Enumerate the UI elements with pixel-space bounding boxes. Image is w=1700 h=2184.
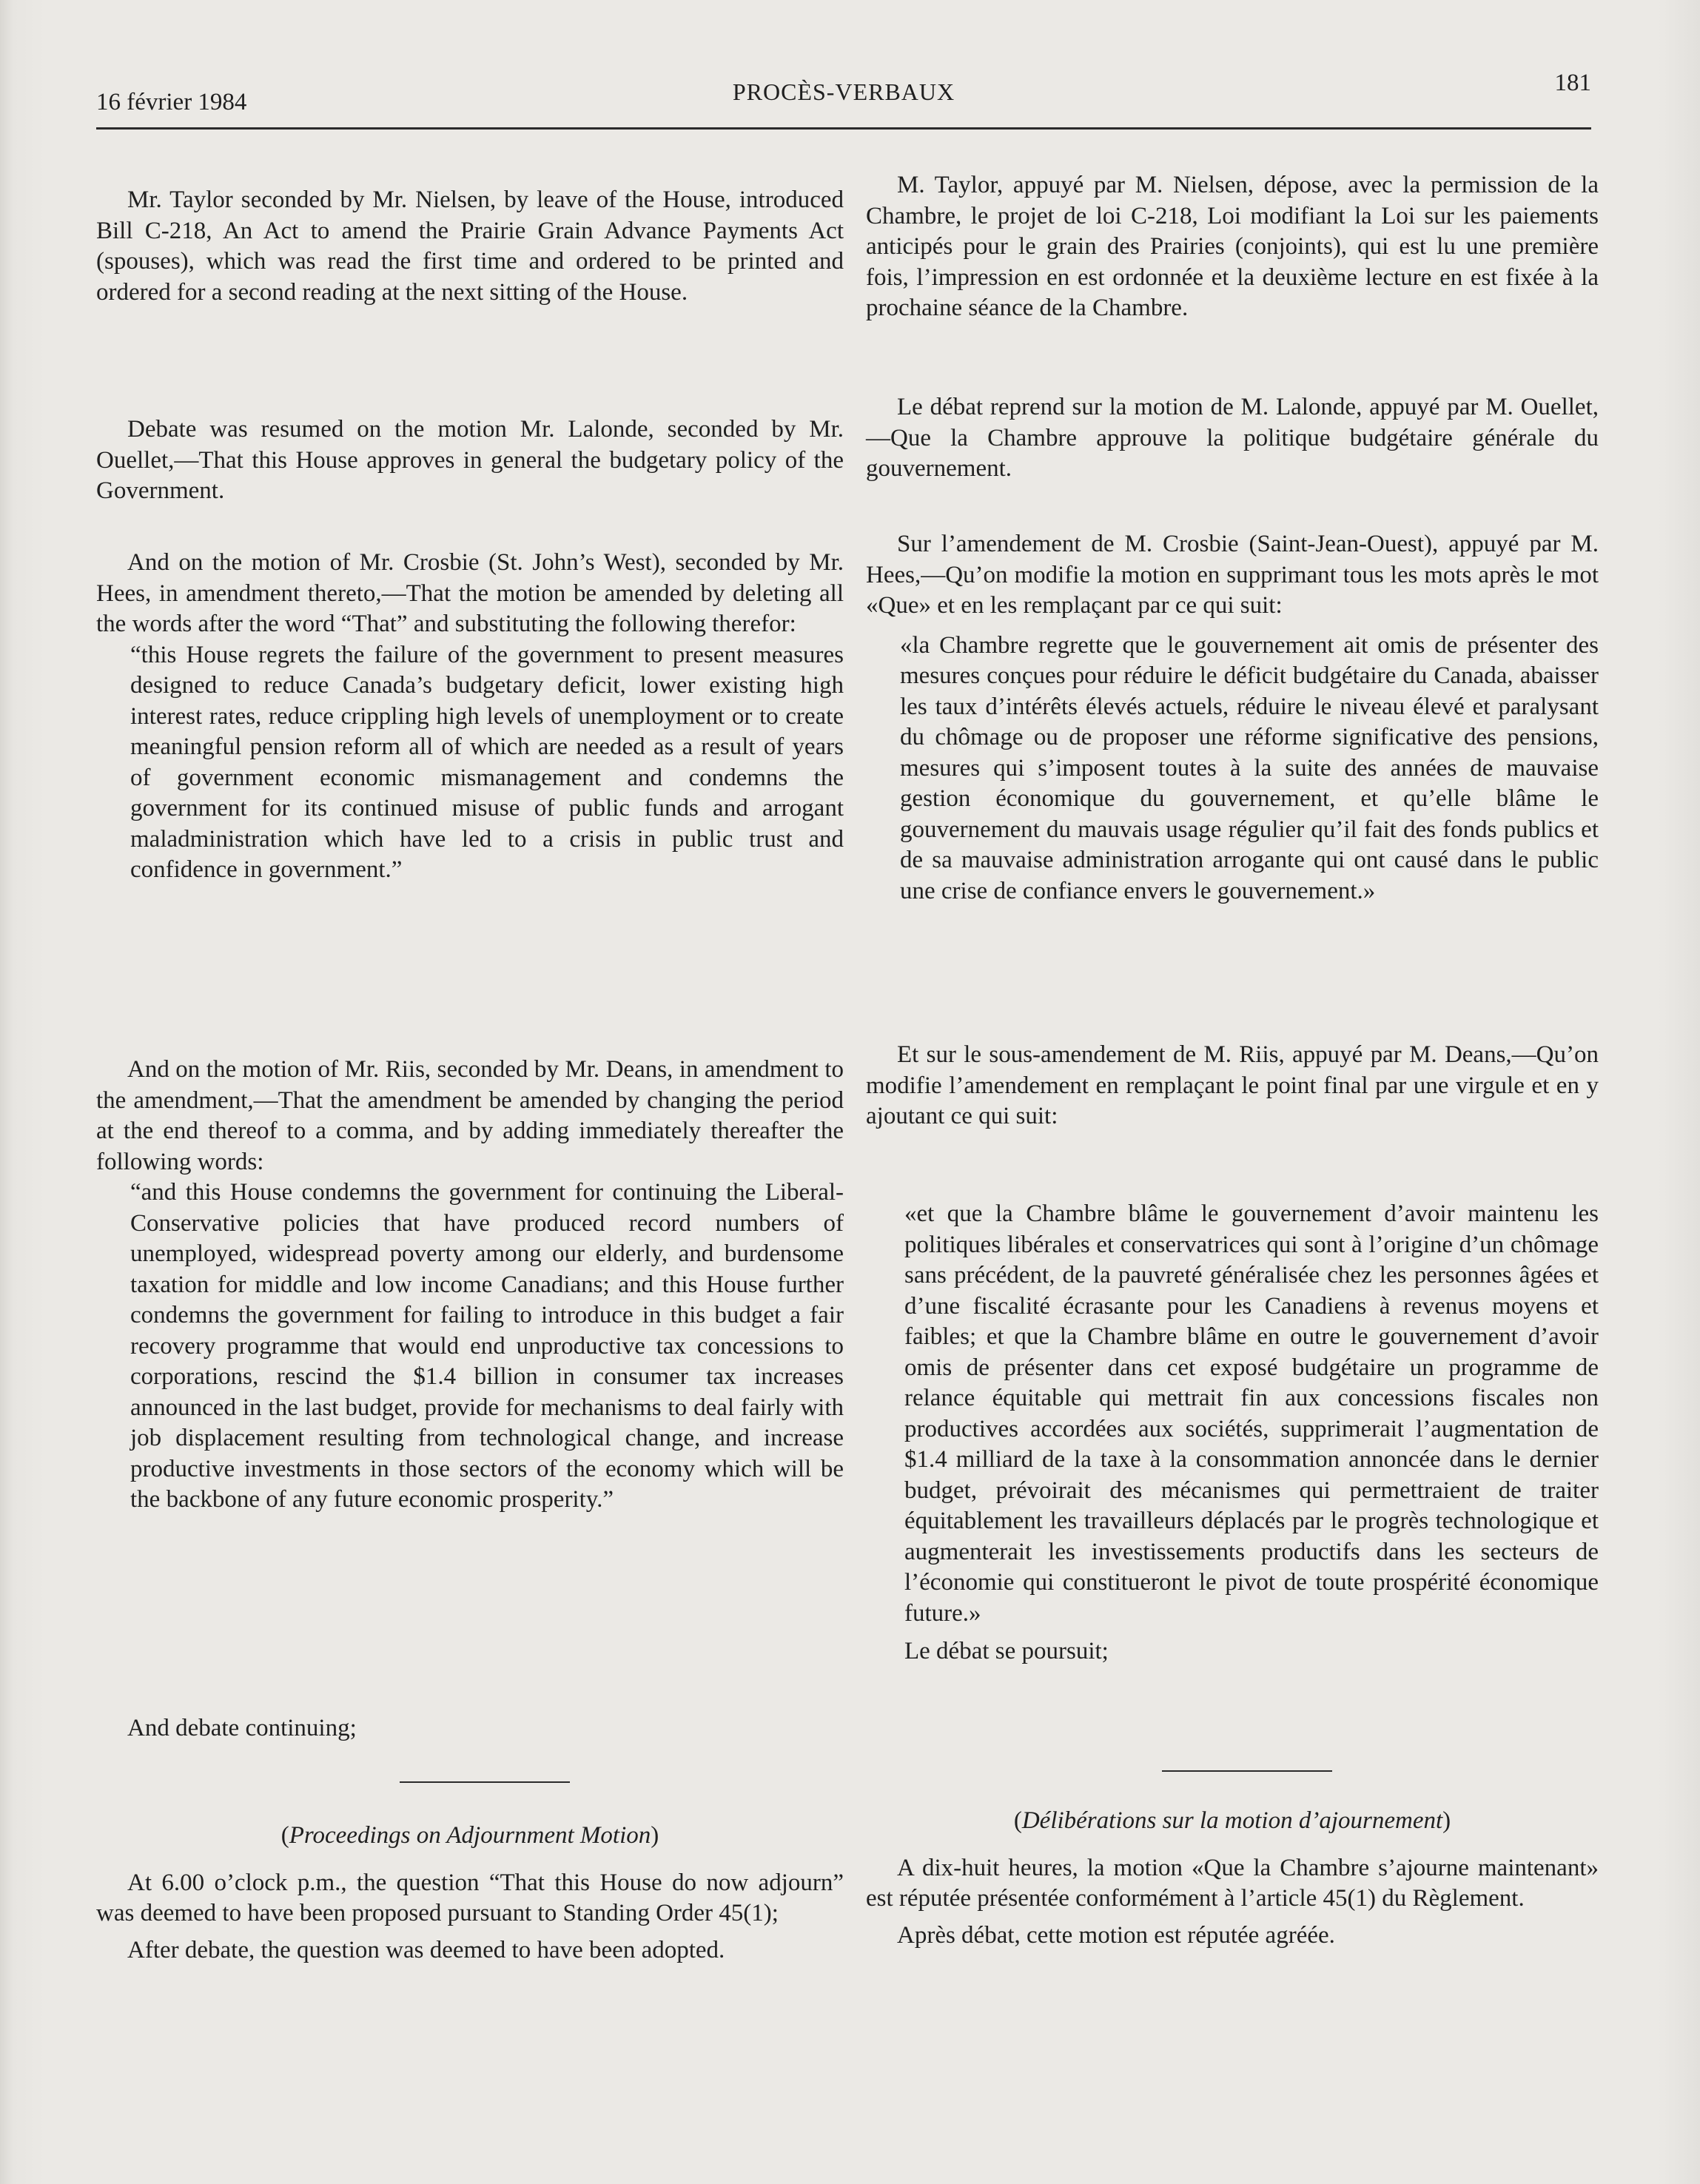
french-paragraph-bill: M. Taylor, appuyé par M. Nielsen, dépose, avec la permission de la Chambre, le projet de loi C-218, Loi modifiant la Loi sur les paiements anticipés pour le grain des Prairies (conjoints), qui est lu une première fois, l’impression en est ordonnée et la deuxième lecture en est fixée à la prochaine séance de la Chambre. [866,172,1599,321]
english-adjournment-block [96,1821,844,1966]
page-number: 181 [1554,70,1591,96]
page-header [96,70,1591,130]
english-separator [400,1781,570,1783]
english-p4-block [96,1055,844,1516]
english-p1-block [96,185,844,308]
french-separator [1162,1770,1332,1772]
french-q2-block [866,1199,1599,1667]
french-quote-subamendment: «et que la Chambre blâme le gouvernement d’avoir maintenu les politiques libérales et conservatrices qui sont à l’origine d’un chômage sans précédent, de la pauvreté généralisée chez les personnes âgées et d’une fiscalité écrasante pour les Canadiens à revenus moyens et faibles; et que la Chambre blâme en outre le gouvernement d’avoir omis de présenter dans cet exposé budgétaire un programme de relance équitable qui mettrait fin aux concessions fiscales non productives accordées aux sociétés, supprimerait l’augmentation de $1.4 milliard de la taxe à la consommation annoncée dans le dernier budget, prévoirait des mécanismes qui permettraient de traiter équitablement les travailleurs déplacés par le progrès technologique et augmenterait les investissements productifs dans les secteurs de l’économie qui constitueront le pivot de toute prospérité économique future.» [904,1200,1599,1627]
english-p5-block [96,1713,844,1744]
french-adjournment-heading: (Délibérations sur la motion d’ajournement) [1013,1807,1451,1834]
french-paragraph-amendment: Sur l’amendement de M. Crosbie (Saint-Jean-Ouest), appuyé par M. Hees,—Qu’on modifie la motion en supprimant tous les mots après le mot «Que» et en les remplaçant par ce qui suit: [866,531,1599,619]
english-paragraph-adjourn: At 6.00 o’clock p.m., the question “That this House do now adjourn” was deemed to have been proposed pursuant to Standing Order 45(1); [96,1869,844,1926]
english-p3-block [96,548,844,886]
english-paragraph-adopted: After debate, the question was deemed to have been adopted. [127,1936,725,1963]
french-p1-block [866,170,1599,324]
french-quote-amendment: «la Chambre regrette que le gouvernement ait omis de présenter des mesures conçues pour réduire le déficit budgétaire du Canada, abaisser les taux d’intérêts élevés actuels, réduire le niveau élevé et paralysant du chômage ou de proposer une réforme significative des pensions, mesures qui s’imposent toutes à la suite des années de mauvaise gestion économique du gouvernement, et qu’elle blâme le gouvernement du mauvais usage régulier qu’il fait des fonds publics et de sa mauvaise administration arrogante qui ont causé dans le public une crise de confiance envers le gouvernement.» [900,631,1599,904]
english-paragraph-amendment: And on the motion of Mr. Crosbie (St. John’s West), seconded by Mr. Hees, in amendment thereto,—That the motion be amended by deleting all the words after the word “That” and substituting the following therefor: [96,549,844,637]
french-paragraph-subamendment: Et sur le sous-amendement de M. Riis, appuyé par M. Deans,—Qu’on modifie l’amendement en remplaçant le point final par une virgule et en y ajoutant ce qui suit: [866,1041,1599,1129]
english-paragraph-subamendment: And on the motion of Mr. Riis, seconded by Mr. Deans, in amendment to the amendment,—That the amendment be amended by changing the period at the end thereof to a comma, and by adding immediately thereafter the following words: [96,1056,844,1175]
french-p3-block [866,529,1599,907]
english-paragraph-bill: Mr. Taylor seconded by Mr. Nielsen, by leave of the House, introduced Bill C-218, An Act to amend the Prairie Grain Advance Payments Act (spouses), which was read the first time and ordered to be printed and ordered for a second reading at the next sitting of the House. [96,187,844,306]
english-paragraph-debate: Debate was resumed on the motion Mr. Lalonde, seconded by Mr. Ouellet,—That this House approves in general the budgetary policy of the Government. [96,416,844,504]
french-paragraph-debate: Le débat reprend sur la motion de M. Lalonde, appuyé par M. Ouellet,—Que la Chambre approuve la politique budgétaire générale du gouvernement. [866,394,1599,482]
header-date: 16 février 1984 [96,89,247,115]
header-title: PROCÈS-VERBAUX [732,78,955,105]
french-paragraph-adjourn: A dix-huit heures, la motion «Que la Chambre s’ajourne maintenant» est réputée présentée conformément à l’article 45(1) du Règlement. [866,1854,1599,1912]
french-debate-continuing: Le débat se poursuit; [904,1638,1109,1664]
french-paragraph-adopted: Après débat, cette motion est réputée agréée. [897,1921,1335,1949]
french-adjournment-block [866,1806,1599,1951]
english-p2-block [96,414,844,507]
english-quote-amendment: “this House regrets the failure of the government to present measures designed to reduce Canada’s budgetary deficit, lower existing high interest rates, reduce crippling high levels of unemployment or to create meaningful pension reform all of which are needed as a result of years of government economic mismanagement and condemns the government for its continued misuse of public funds and arrogant maladministration which have led to a crisis in public trust and confidence in government.” [130,641,844,883]
english-adjournment-heading: (Proceedings on Adjournment Motion) [280,1822,659,1849]
english-debate-continuing: And debate continuing; [127,1715,357,1741]
french-p2-block [866,392,1599,485]
french-p4-block [866,1040,1599,1132]
english-quote-subamendment: “and this House condemns the government for continuing the Liberal-Conservative policies that have produced record numbers of unemployed, widespread poverty among our elderly, and burdensome taxation for middle and low income Canadians; and this House further condemns the government for failing to introduce in this budget a fair recovery programme that would end unproductive tax concessions to corporations, rescind the $1.4 billion in consumer tax increases announced in the last budget, provide for mechanisms to deal fairly with job displacement resulting from technological change, and increase productive investments in those sectors of the economy which will be the backbone of any future economic prosperity.” [130,1179,844,1513]
